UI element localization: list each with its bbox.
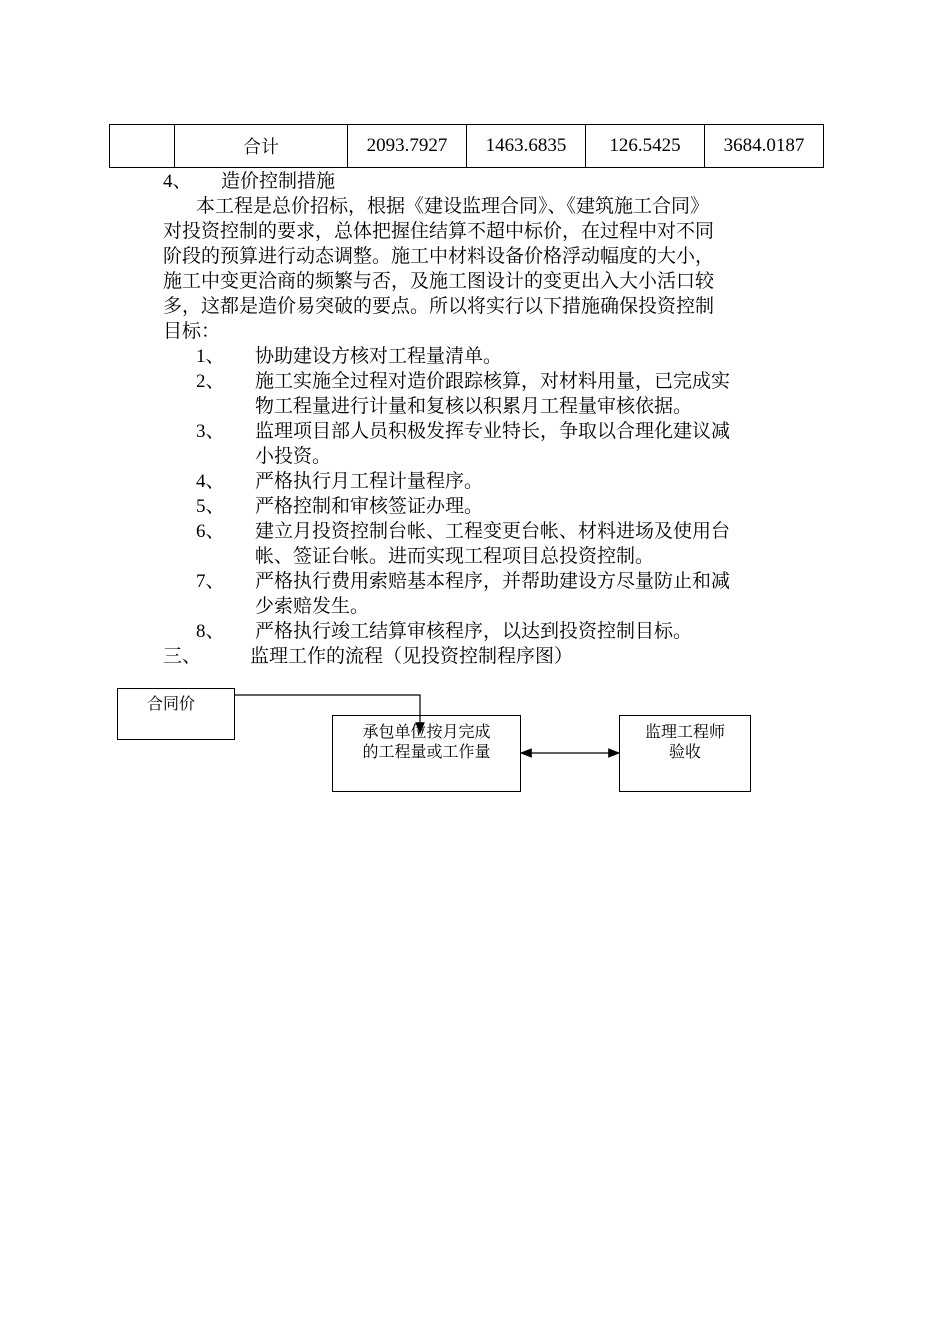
table-cell-value: 3684.0187	[705, 125, 824, 168]
list-item-number: 1、	[196, 346, 225, 367]
table-cell-value: 1463.6835	[467, 125, 586, 168]
list-item: 小投资。	[255, 445, 332, 467]
list-item: 施工实施全过程对造价跟踪核算，对材料用量，已完成实	[255, 370, 731, 392]
flow-box-label: 监理工程师	[644, 722, 725, 741]
list-item: 协助建设方核对工程量清单。	[255, 345, 503, 367]
list-item: 严格执行月工程计量程序。	[255, 470, 484, 492]
table-cell-total-label: 合计	[175, 125, 348, 168]
section-number: 4、	[163, 171, 192, 192]
list-item: 严格控制和审核签证办理。	[255, 495, 484, 517]
table-cell-value: 2093.7927	[348, 125, 467, 168]
paragraph-line: 阶段的预算进行动态调整。施工中材料设备价格浮动幅度的大小，	[163, 245, 715, 267]
paragraph-line: 对投资控制的要求，总体把握住结算不超中标价，在过程中对不同	[163, 220, 715, 242]
paragraph-line: 目标：	[163, 320, 221, 342]
list-item: 严格执行竣工结算审核程序，以达到投资控制目标。	[255, 620, 693, 642]
list-item-number: 7、	[196, 571, 225, 592]
paragraph-line: 多，这都是造价易突破的要点。所以将实行以下措施确保投资控制	[163, 295, 715, 317]
list-item-number: 8、	[196, 621, 225, 642]
flow-box-label: 承包单位按月完成	[362, 722, 491, 741]
list-item: 物工程量进行计量和复核以积累月工程量审核依据。	[255, 395, 693, 417]
table-cell-value: 126.5425	[586, 125, 705, 168]
section-title: 监理工作的流程（见投资控制程序图）	[250, 645, 574, 667]
flow-box-label: 合同价	[147, 694, 196, 713]
list-item-number: 4、	[196, 471, 225, 492]
list-item: 监理项目部人员积极发挥专业特长，争取以合理化建议减	[255, 420, 731, 442]
paragraph-line: 本工程是总价招标，根据《建设监理合同》、《建筑施工合同》	[196, 195, 710, 217]
paragraph-line: 施工中变更洽商的频繁与否，及施工图设计的变更出入大小活口较	[163, 270, 715, 292]
flow-box-label: 验收	[668, 742, 701, 761]
list-item-number: 3、	[196, 421, 225, 442]
section-number: 三、	[163, 645, 202, 667]
list-item-number: 2、	[196, 371, 225, 392]
list-item-number: 6、	[196, 521, 225, 542]
flow-box-label: 的工程量或工作量	[362, 742, 491, 761]
list-item: 建立月投资控制台帐、工程变更台帐、材料进场及使用台	[255, 520, 731, 542]
section-title: 造价控制措施	[221, 170, 336, 192]
list-item-number: 5、	[196, 496, 225, 517]
list-item: 帐、签证台帐。进而实现工程项目总投资控制。	[255, 545, 655, 567]
list-item: 少索赔发生。	[255, 595, 370, 617]
list-item: 严格执行费用索赔基本程序，并帮助建设方尽量防止和减	[255, 570, 731, 592]
